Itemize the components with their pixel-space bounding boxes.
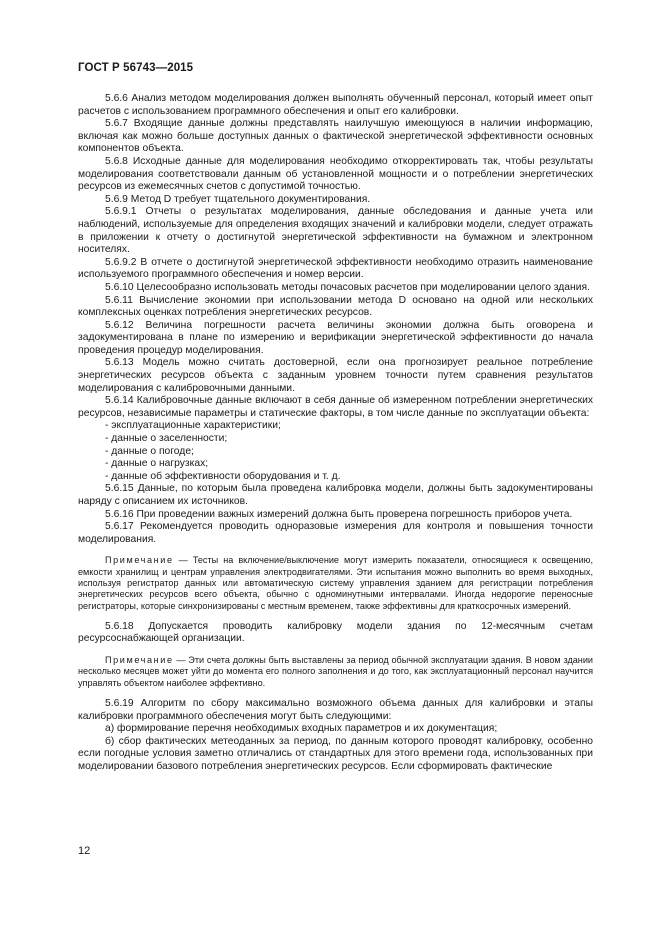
list-item: - данные о нагрузках;: [105, 458, 209, 470]
list-item: - данные о заселенности;: [105, 433, 228, 445]
paragraph-5-6-17: 5.6.17 Рекомендуется проводить одноразовые измерения для контроля и повышения точности моделирования.: [78, 521, 593, 545]
document-header: ГОСТ Р 56743—2015: [78, 62, 194, 74]
paragraph-5-6-10: 5.6.10 Целесообразно использовать методы почасовых расчетов при моделировании целого здания.: [105, 281, 590, 293]
paragraph-5-6-14: 5.6.14 Калибровочные данные включают в себя данные об измеренном потреблении энергетических ресурсов, независимые параметры и статические факторы, в том числе данные по эксплуатации объекта:: [78, 395, 593, 419]
paragraph-5-6-13: 5.6.13 Модель можно считать достоверной, если она прогнозирует реальное потребление энергетических ресурсов объекта с заданным уровнем точности путем сравнения результатов моделирования с калибровочными данными.: [78, 357, 593, 394]
paragraph-5-6-16: 5.6.16 При проведении важных измерений должна быть проверена погрешность приборов учета.: [105, 508, 573, 520]
list-item: - данные об эффективности оборудования и т. д.: [105, 470, 341, 482]
note-text: — Тесты на включение/выключение могут измерить показатели, относящиеся к освещению, емкости хранилищ и центрам управления электродвигателями. Эти испытания можно выполнить во время выходных, используя регистратор данных или автоматическую систему управления зданием для регистрации потребления энергетических ресурсов всего объекта, обычно с одноминутными интервалами. Иногда недорогие переносные регистраторы, которые синхронизированы с местным временем, также эффективны для краткосрочных измерений.: [78, 555, 593, 611]
page-number: 12: [78, 845, 91, 857]
paragraph-5-6-9-2: 5.6.9.2 В отчете о достигнутой энергетической эффективности необходимо отразить наименование используемого программного обеспечения и номер версии.: [78, 256, 593, 281]
step-b: б) сбор фактических метеоданных за период, по данным которого проводят калибровку, особенно если погодные условия заметно отличались от стандартных для этого времени года, использованных при моделировании базового потребления энергетических ресурсов. Если сформировать фактические: [78, 735, 593, 772]
note-label: Примечание: [105, 555, 174, 566]
paragraph-5-6-8: 5.6.8 Исходные данные для моделирования необходимо откорректировать так, чтобы результаты моделирования соответствовали данным об установленной мощности и о потреблении энергетических ресурсов из ежемесячных счетов с допустимой точностью.: [78, 155, 593, 193]
paragraph-5-6-11: 5.6.11 Вычисление экономии при использовании метода D основано на одной или нескольких комплексных оценках потребления энергетических ресурсов.: [78, 294, 593, 319]
paragraph-5-6-9-1: 5.6.9.1 Отчеты о результатах моделирования, данные обследования и данные учета или наблюдений, используемые для определения входящих значений и калибровки модели, следует отражать в приложении к отчету о достигнутой энергетической эффективности на бумажном и электронном носителях.: [78, 206, 593, 256]
paragraph-5-6-7: 5.6.7 Входящие данные должны представлять наилучшую имеющуюся в наличии информацию, включая как можно больше доступных данных о фактической энергетической эффективности основных компонентов объекта.: [78, 118, 593, 155]
paragraph-5-6-9: 5.6.9 Метод D требует тщательного документирования.: [105, 193, 371, 205]
list-item: - эксплуатационные характеристики;: [105, 420, 281, 432]
list-item: - данные о погоде;: [105, 445, 194, 457]
note-label: Примечание: [105, 655, 174, 666]
page-body: [78, 93, 593, 774]
paragraph-5-6-19: 5.6.19 Алгоритм по сбору максимально возможного объема данных для калибровки и этапы калибровки программного обеспечения могут быть следующими:: [78, 697, 593, 722]
paragraph-5-6-6: 5.6.6 Анализ методом моделирования должен выполнять обученный персонал, который имеет опыт расчетов с использованием программного обеспечения и опыт его калибровки.: [78, 93, 593, 117]
paragraph-5-6-18: 5.6.18 Допускается проводить калибровку модели здания по 12-месячным счетам ресурсоснабжающей организации.: [78, 620, 593, 645]
step-a: а) формирование перечня необходимых входных параметров и их документация;: [105, 723, 498, 735]
note-1: [78, 555, 593, 611]
paragraph-5-6-15: 5.6.15 Данные, по которым была проведена калибровка модели, должны быть задокументированы наряду с описанием их источников.: [78, 483, 593, 507]
note-2: [78, 655, 593, 689]
note-text: — Эти счета должны быть выставлены за период обычной эксплуатации здания. В новом здании несколько месяцев может уйти до момента его полного заполнения и до того, как эксплуатационный персонал научится управлять объектом наиболее эффективно.: [78, 655, 593, 688]
paragraph-5-6-12: 5.6.12 Величина погрешности расчета величины экономии должна быть оговорена и задокументирована в плане по измерению и верификации энергетической эффективности до начала проведения процедур моделирования.: [78, 319, 593, 356]
